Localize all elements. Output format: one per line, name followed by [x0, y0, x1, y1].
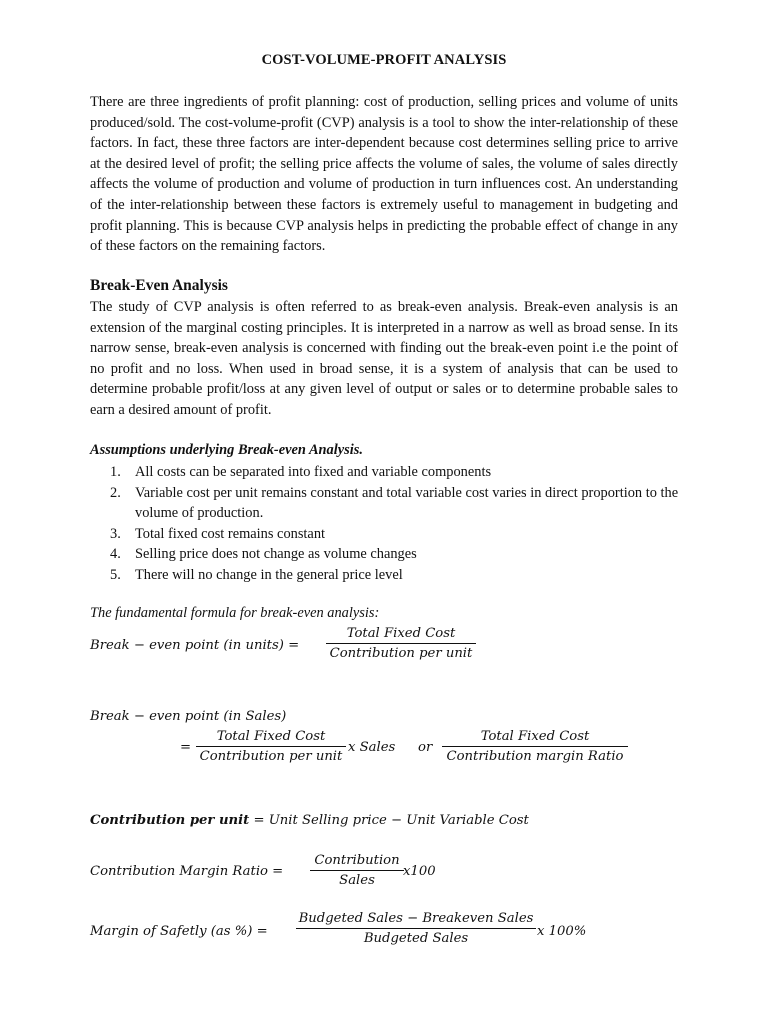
cm-ratio-lhs: Contribution Margin Ratio =: [90, 864, 284, 879]
formula-intro: The fundamental formula for break-even analysis:: [90, 605, 380, 621]
contribution-per-unit-formula: [90, 813, 529, 828]
bep-sales-lhs: Break − even point (in Sales): [90, 709, 287, 724]
bep-units-lhs: Break − even point (in units) =: [90, 638, 300, 653]
bep-sales-numerator-1: Total Fixed Cost: [216, 729, 326, 744]
break-even-paragraph: The study of CVP analysis is often referred to as break-even analysis. Break-even analysis is an extension of the marginal costing principles. It is interpreted in a narrow as well as broad sense. In its narrow sense, break-even analysis is concerned with finding out the break-even point i.e the point of no profit and no loss. When used in broad sense, it is a system of analysis that can be used to determine probable profit/loss at any given level of output or sales or to determine probable sales to earn a desired amount of profit.: [90, 299, 678, 418]
list-item: 5. There will no change in the general price level: [110, 566, 403, 583]
bep-sales-fraction-1: [196, 729, 346, 764]
bep-sales-denominator-2: Contribution margin Ratio: [446, 749, 624, 764]
fraction-bar: [310, 870, 404, 871]
cm-ratio-numerator: Contribution: [314, 853, 400, 868]
mos-fraction: [296, 911, 536, 946]
bep-sales-fraction-2: [442, 729, 628, 764]
bep-sales-numerator-2: Total Fixed Cost: [480, 729, 590, 744]
bep-units-fraction: [326, 626, 476, 661]
cm-ratio-denominator: Sales: [339, 873, 375, 888]
bep-sales-or: or: [418, 740, 433, 755]
mos-numerator: Budgeted Sales − Breakeven Sales: [298, 911, 534, 926]
intro-paragraph: There are three ingredients of profit planning: cost of production, selling prices and volume of units produced/sold. The cost-volume-profit (CVP) analysis is a tool to show the inter-relationship of these factors. In fact, these three factors are inter-dependent because cost determines selling price to arrive at the desired level of profit; the selling price affects the volume of sales, the volume of sales directly affects the volume of production and volume of production in turn influences cost. An understanding of the inter-relationship between these factors is extremely useful to management in budgeting and profit planning. This is because CVP analysis helps in predicting the probable effect of change in any of these factors on the remaining factors.: [90, 94, 678, 255]
bep-units-numerator: Total Fixed Cost: [346, 626, 456, 641]
assumptions-heading: Assumptions underlying Break-even Analysis.: [90, 442, 363, 458]
fraction-bar: [442, 746, 628, 747]
mos-suffix: x 100%: [537, 924, 587, 939]
bep-sales-times-sales: x Sales: [348, 740, 396, 755]
list-item: 4. Selling price does not change as volume changes: [110, 546, 417, 563]
cm-ratio-suffix: x100: [403, 864, 436, 879]
contribution-per-unit-rhs: = Unit Selling price − Unit Variable Cost: [253, 813, 529, 828]
mos-lhs: Margin of Safetly (as %) =: [90, 924, 268, 939]
fraction-bar: [296, 928, 536, 929]
cm-ratio-fraction: [310, 853, 404, 888]
fraction-bar: [326, 643, 476, 644]
list-item: 1. All costs can be separated into fixed and variable components: [110, 464, 492, 480]
bep-units-denominator: Contribution per unit: [329, 646, 473, 661]
fraction-bar: [196, 746, 346, 747]
assumptions-list: [90, 462, 680, 586]
list-item: 3. Total fixed cost remains constant: [110, 525, 326, 542]
page-title: COST-VOLUME-PROFIT ANALYSIS: [261, 52, 507, 68]
bep-sales-denominator-1: Contribution per unit: [199, 749, 343, 764]
break-even-heading: Break-Even Analysis: [90, 277, 228, 294]
bep-sales-equals: =: [180, 740, 192, 755]
mos-denominator: Budgeted Sales: [363, 931, 469, 946]
list-item: 2. Variable cost per unit remains constant and total variable cost varies in direct proportion to the volume of production.: [110, 484, 679, 522]
contribution-per-unit-lhs: Contribution per unit: [90, 813, 250, 828]
